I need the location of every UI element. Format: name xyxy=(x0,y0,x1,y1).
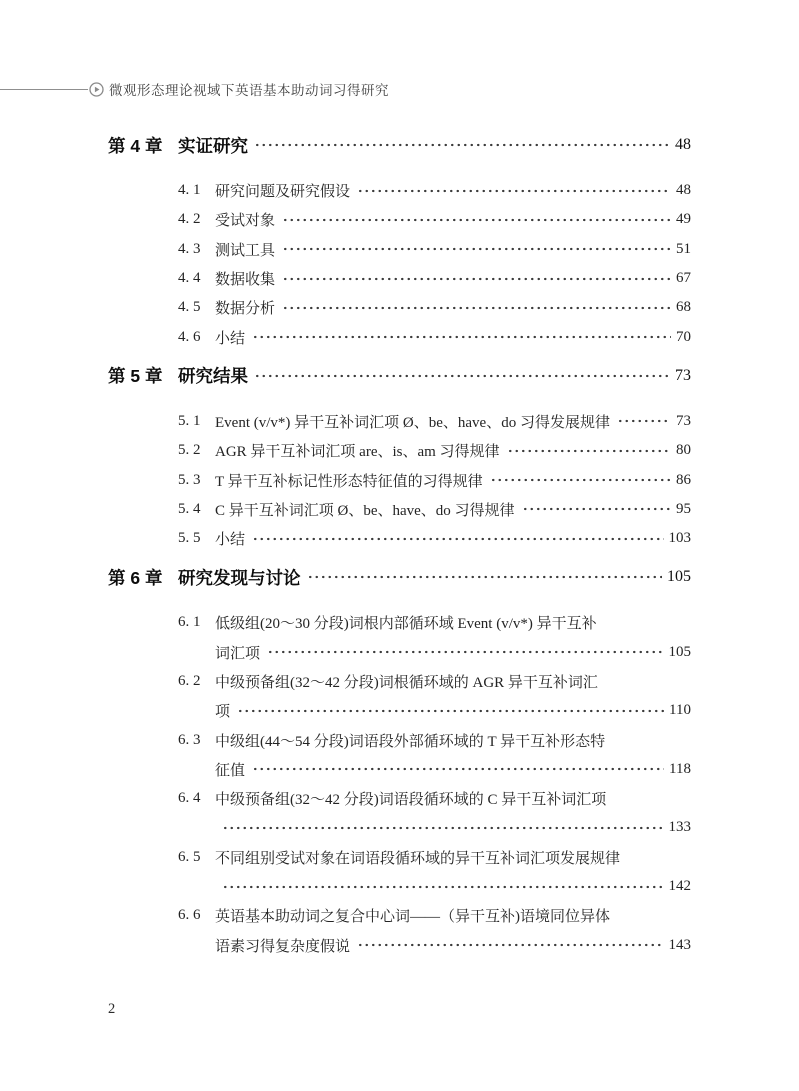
dot-leader xyxy=(307,566,663,588)
toc-chapter-heading xyxy=(108,365,691,387)
entry-title: 小结 xyxy=(215,330,246,347)
running-head xyxy=(0,80,799,98)
page-ref: 70 xyxy=(676,328,691,345)
toc-entry xyxy=(178,407,691,436)
dot-leader xyxy=(237,696,664,725)
dot-leader xyxy=(267,638,663,667)
toc-chapter-heading xyxy=(108,134,691,156)
entry-number: 6. 5 xyxy=(178,848,201,865)
dot-leader xyxy=(252,322,671,351)
toc-entry xyxy=(178,843,691,872)
dot-leader xyxy=(252,755,664,784)
chapter-label: 第 5 章 xyxy=(108,366,163,387)
entry-title: AGR 异干互补词汇项 are、is、am 习得规律 xyxy=(215,444,500,461)
toc-entry xyxy=(178,667,691,696)
page-ref: 51 xyxy=(676,240,691,257)
entry-number: 4. 2 xyxy=(178,211,201,228)
dot-leader xyxy=(254,365,670,387)
toc-entry xyxy=(178,176,691,205)
page-ref: 105 xyxy=(667,568,691,586)
entry-number: 4. 4 xyxy=(178,270,201,287)
entry-title: 中级预备组(32～42 分段)词根循环域的 AGR 异干互补词汇 xyxy=(215,675,598,691)
entry-title: 数据收集 xyxy=(215,272,276,289)
page-ref: 103 xyxy=(668,530,691,547)
header-rule xyxy=(0,89,88,90)
chapter-items xyxy=(178,407,691,553)
toc-entry-continuation xyxy=(178,931,691,960)
toc-entry-continuation xyxy=(178,872,691,901)
page-ref: 110 xyxy=(669,702,691,719)
toc-entry xyxy=(178,725,691,754)
dot-leader xyxy=(254,134,670,156)
running-head-title: 微观形态理论视域下英语基本助动词习得研究 xyxy=(109,83,389,98)
play-circle-icon xyxy=(89,82,104,97)
entry-title: 中级组(44～54 分段)词语段外部循环域的 T 异干互补形态特 xyxy=(215,733,606,750)
dot-leader xyxy=(617,407,671,436)
page-ref: 142 xyxy=(668,878,691,895)
dot-leader xyxy=(522,495,671,524)
chapter-label: 第 6 章 xyxy=(108,567,163,588)
toc-entry xyxy=(178,901,691,930)
entry-title-continuation: 词汇项 xyxy=(215,645,261,662)
page-ref: 73 xyxy=(676,412,691,429)
entry-title: 低级组(20～30 分段)词根内部循环域 Event (v/v*) 异干互补 xyxy=(215,616,597,633)
toc-entry xyxy=(178,436,691,465)
toc-entry xyxy=(178,784,691,813)
entry-number: 5. 1 xyxy=(178,412,201,429)
dot-leader xyxy=(282,205,671,234)
entry-number: 5. 3 xyxy=(178,471,201,488)
toc-entry xyxy=(178,205,691,234)
chapter-title: 实证研究 xyxy=(178,135,248,156)
page-ref: 68 xyxy=(676,299,691,316)
page-ref: 143 xyxy=(668,936,691,953)
page-ref: 133 xyxy=(668,819,691,836)
toc-entry xyxy=(178,293,691,322)
toc-entry xyxy=(178,465,691,494)
toc-entry xyxy=(178,524,691,553)
entry-title: T 异干互补标记性形态特征值的习得规律 xyxy=(215,473,483,490)
entry-number: 6. 4 xyxy=(178,790,201,807)
table-of-contents xyxy=(108,134,691,960)
entry-title: 测试工具 xyxy=(215,242,276,259)
page-ref: 48 xyxy=(675,136,691,153)
entry-number: 4. 3 xyxy=(178,240,201,257)
chapter-title: 研究发现与讨论 xyxy=(178,567,301,588)
entry-number: 5. 5 xyxy=(178,530,201,547)
entry-number: 6. 6 xyxy=(178,907,201,924)
page-ref: 48 xyxy=(676,182,691,199)
entry-title-continuation: 征值 xyxy=(215,762,246,779)
chapter-label: 第 4 章 xyxy=(108,135,163,156)
toc-entry-continuation xyxy=(178,813,691,842)
entry-title: 研究问题及研究假设 xyxy=(215,184,351,201)
entry-title: 受试对象 xyxy=(215,213,276,230)
page-ref: 95 xyxy=(676,500,691,517)
entry-number: 5. 2 xyxy=(178,442,201,459)
entry-title: 英语基本助动词之复合中心词——（异干互补)语境同位异体 xyxy=(215,909,610,926)
page-ref: 105 xyxy=(668,643,691,660)
toc-entry-continuation xyxy=(178,755,691,784)
entry-number: 4. 1 xyxy=(178,182,201,199)
page-ref: 118 xyxy=(669,760,691,777)
dot-leader xyxy=(507,436,671,465)
entry-title-continuation: 项 xyxy=(215,704,231,721)
folio-page-number: 2 xyxy=(108,1001,116,1017)
toc-entry xyxy=(178,235,691,264)
entry-number: 4. 5 xyxy=(178,299,201,316)
entry-title: 小结 xyxy=(215,532,246,549)
page-ref: 80 xyxy=(676,442,691,459)
toc-entry xyxy=(178,264,691,293)
dot-leader xyxy=(252,524,663,553)
entry-number: 6. 1 xyxy=(178,614,201,631)
toc-entry-continuation xyxy=(178,638,691,667)
dot-leader xyxy=(490,465,671,494)
dot-leader xyxy=(357,176,671,205)
entry-title: 数据分析 xyxy=(215,301,276,318)
entry-title: C 异干互补词汇项 Ø、be、have、do 习得规律 xyxy=(215,502,515,519)
entry-title: 中级预备组(32～42 分段)词语段循环域的 C 异干互补词汇项 xyxy=(215,792,607,809)
entry-number: 4. 6 xyxy=(178,328,201,345)
chapter-items xyxy=(178,176,691,352)
entry-title-continuation: 语素习得复杂度假说 xyxy=(215,938,351,955)
entry-title: 不同组别受试对象在词语段循环域的异干互补词汇项发展规律 xyxy=(215,850,621,867)
chapter-items xyxy=(178,608,691,960)
toc-entry xyxy=(178,495,691,524)
page-ref: 86 xyxy=(676,471,691,488)
page-ref: 73 xyxy=(675,366,691,384)
dot-leader xyxy=(222,813,664,842)
toc-entry xyxy=(178,608,691,637)
dot-leader xyxy=(222,872,664,901)
dot-leader xyxy=(357,931,663,960)
dot-leader xyxy=(282,293,671,322)
page-ref: 67 xyxy=(676,270,691,287)
entry-number: 5. 4 xyxy=(178,500,201,517)
toc-chapter-heading xyxy=(108,566,691,588)
dot-leader xyxy=(282,235,671,264)
entry-number: 6. 3 xyxy=(178,731,201,748)
chapter-title: 研究结果 xyxy=(178,366,248,387)
dot-leader xyxy=(282,264,671,293)
entry-number: 6. 2 xyxy=(178,673,201,689)
toc-entry-continuation xyxy=(178,696,691,725)
entry-title: Event (v/v*) 异干互补词汇项 Ø、be、have、do 习得发展规律 xyxy=(215,414,610,431)
toc-entry xyxy=(178,322,691,351)
page-ref: 49 xyxy=(676,211,691,228)
